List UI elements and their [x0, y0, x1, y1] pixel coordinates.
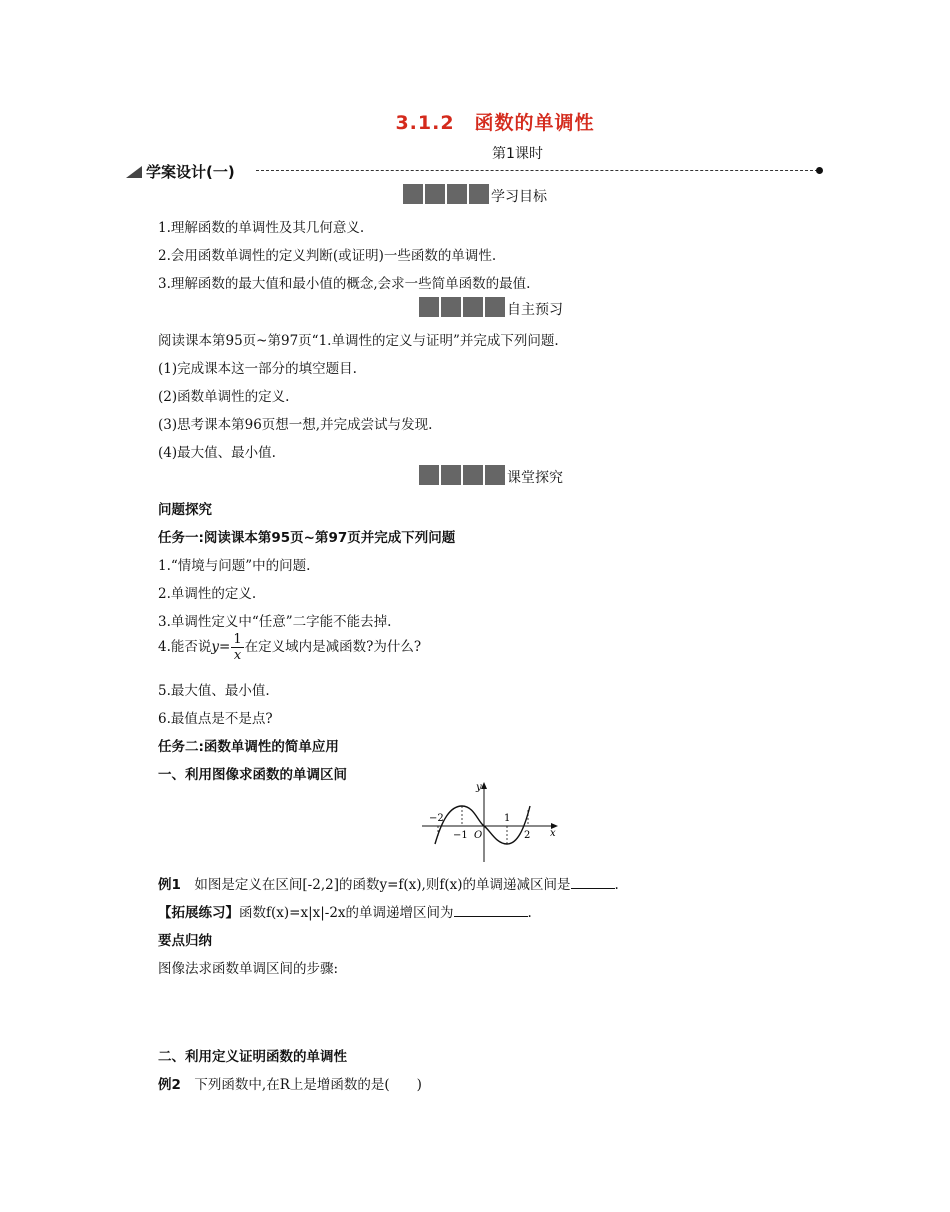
task-item-4 — [158, 632, 421, 663]
page-title: 3.1.2 函数的单调性 — [395, 112, 595, 134]
preview-item: (1)完成课本这一部分的填空题目. — [158, 361, 357, 377]
example-1 — [158, 873, 619, 893]
task-item: 1.“情境与问题”中的问题. — [158, 558, 311, 574]
tick-label: −1 — [453, 830, 468, 841]
extension-text: 函数f(x)=x|x|-2x的单调递增区间为 — [239, 905, 454, 921]
banner-triangle-icon — [126, 166, 142, 178]
banner-dotted-line — [256, 170, 818, 171]
preview-item: (3)思考课本第96页想一想,并完成尝试与发现. — [158, 417, 433, 433]
example-1-label: 例1 — [158, 877, 181, 893]
fraction-denominator: x — [233, 648, 242, 663]
example-2-text: 下列函数中,在R上是增函数的是( ) — [180, 1077, 422, 1093]
goal-item: 1.理解函数的单调性及其几何意义. — [158, 220, 365, 236]
answer-blank[interactable] — [454, 904, 528, 917]
goal-item: 3.理解函数的最大值和最小值的概念,会求一些简单函数的最值. — [158, 276, 531, 292]
section-blocks-icon — [419, 465, 507, 489]
tick-label: −2 — [429, 813, 444, 824]
task-item: 5.最大值、最小值. — [158, 683, 270, 699]
tick-label: 2 — [524, 830, 531, 841]
tick-label: 1 — [504, 813, 511, 824]
summary-text: 图像法求函数单调区间的步骤: — [158, 961, 339, 977]
part-two-heading: 二、利用定义证明函数的单调性 — [158, 1049, 347, 1065]
y-axis-arrow-icon — [481, 782, 487, 789]
section-blocks-icon — [419, 297, 507, 321]
equals-sign: = — [219, 639, 231, 655]
preview-item: (2)函数单调性的定义. — [158, 389, 290, 405]
extension-label: 【拓展练习】 — [158, 905, 239, 921]
section-preview-head — [419, 297, 563, 319]
task-two-heading: 任务二:函数单调性的简单应用 — [158, 739, 339, 755]
preview-item: 阅读课本第95页~第97页“1.单调性的定义与证明”并完成下列问题. — [158, 333, 559, 349]
task-one-heading: 任务一:阅读课本第95页~第97页并完成下列问题 — [158, 530, 456, 546]
fraction — [231, 632, 243, 663]
task-item: 2.单调性的定义. — [158, 586, 257, 602]
preview-item: (4)最大值、最小值. — [158, 445, 276, 461]
banner-end-dot-icon — [816, 167, 823, 174]
section-goals-label: 学习目标 — [491, 189, 547, 205]
section-explore-label: 课堂探究 — [507, 470, 563, 486]
task-item-4-suffix: 在定义域内是减函数?为什么? — [244, 639, 422, 655]
section-blocks-icon — [403, 184, 491, 208]
function-curve — [435, 806, 530, 844]
section-explore-head — [419, 465, 563, 487]
example-1-text: 如图是定义在区间[-2,2]的函数y=f(x),则f(x)的单调递减区间是 — [180, 877, 571, 893]
page-subtitle: 第1课时 — [492, 146, 543, 162]
banner-label: 学案设计(一) — [146, 163, 235, 181]
answer-blank[interactable] — [571, 876, 615, 889]
extension-exercise — [158, 901, 532, 921]
section-banner — [126, 160, 826, 182]
goal-item: 2.会用函数单调性的定义判断(或证明)一些函数的单调性. — [158, 248, 497, 264]
fraction-numerator: 1 — [233, 632, 242, 647]
section-goals-head — [403, 184, 547, 206]
task-item-4-prefix: 4.能否说 — [158, 639, 212, 655]
origin-label: O — [474, 830, 483, 841]
example-2 — [158, 1073, 422, 1093]
task-item: 3.单调性定义中“任意”二字能不能去掉. — [158, 614, 392, 630]
summary-heading: 要点归纳 — [158, 933, 212, 949]
y-axis-label: y — [476, 782, 482, 793]
function-graph — [420, 778, 560, 864]
example-2-label: 例2 — [158, 1077, 181, 1093]
task-item: 6.最值点是不是点? — [158, 711, 273, 727]
fraction-var: y — [211, 639, 220, 655]
explore-heading: 问题探究 — [158, 502, 212, 518]
extension-end: . — [527, 905, 532, 921]
example-1-end: . — [614, 877, 619, 893]
part-one-heading: 一、利用图像求函数的单调区间 — [158, 767, 347, 783]
x-axis-label: x — [550, 828, 556, 839]
section-preview-label: 自主预习 — [507, 302, 563, 318]
